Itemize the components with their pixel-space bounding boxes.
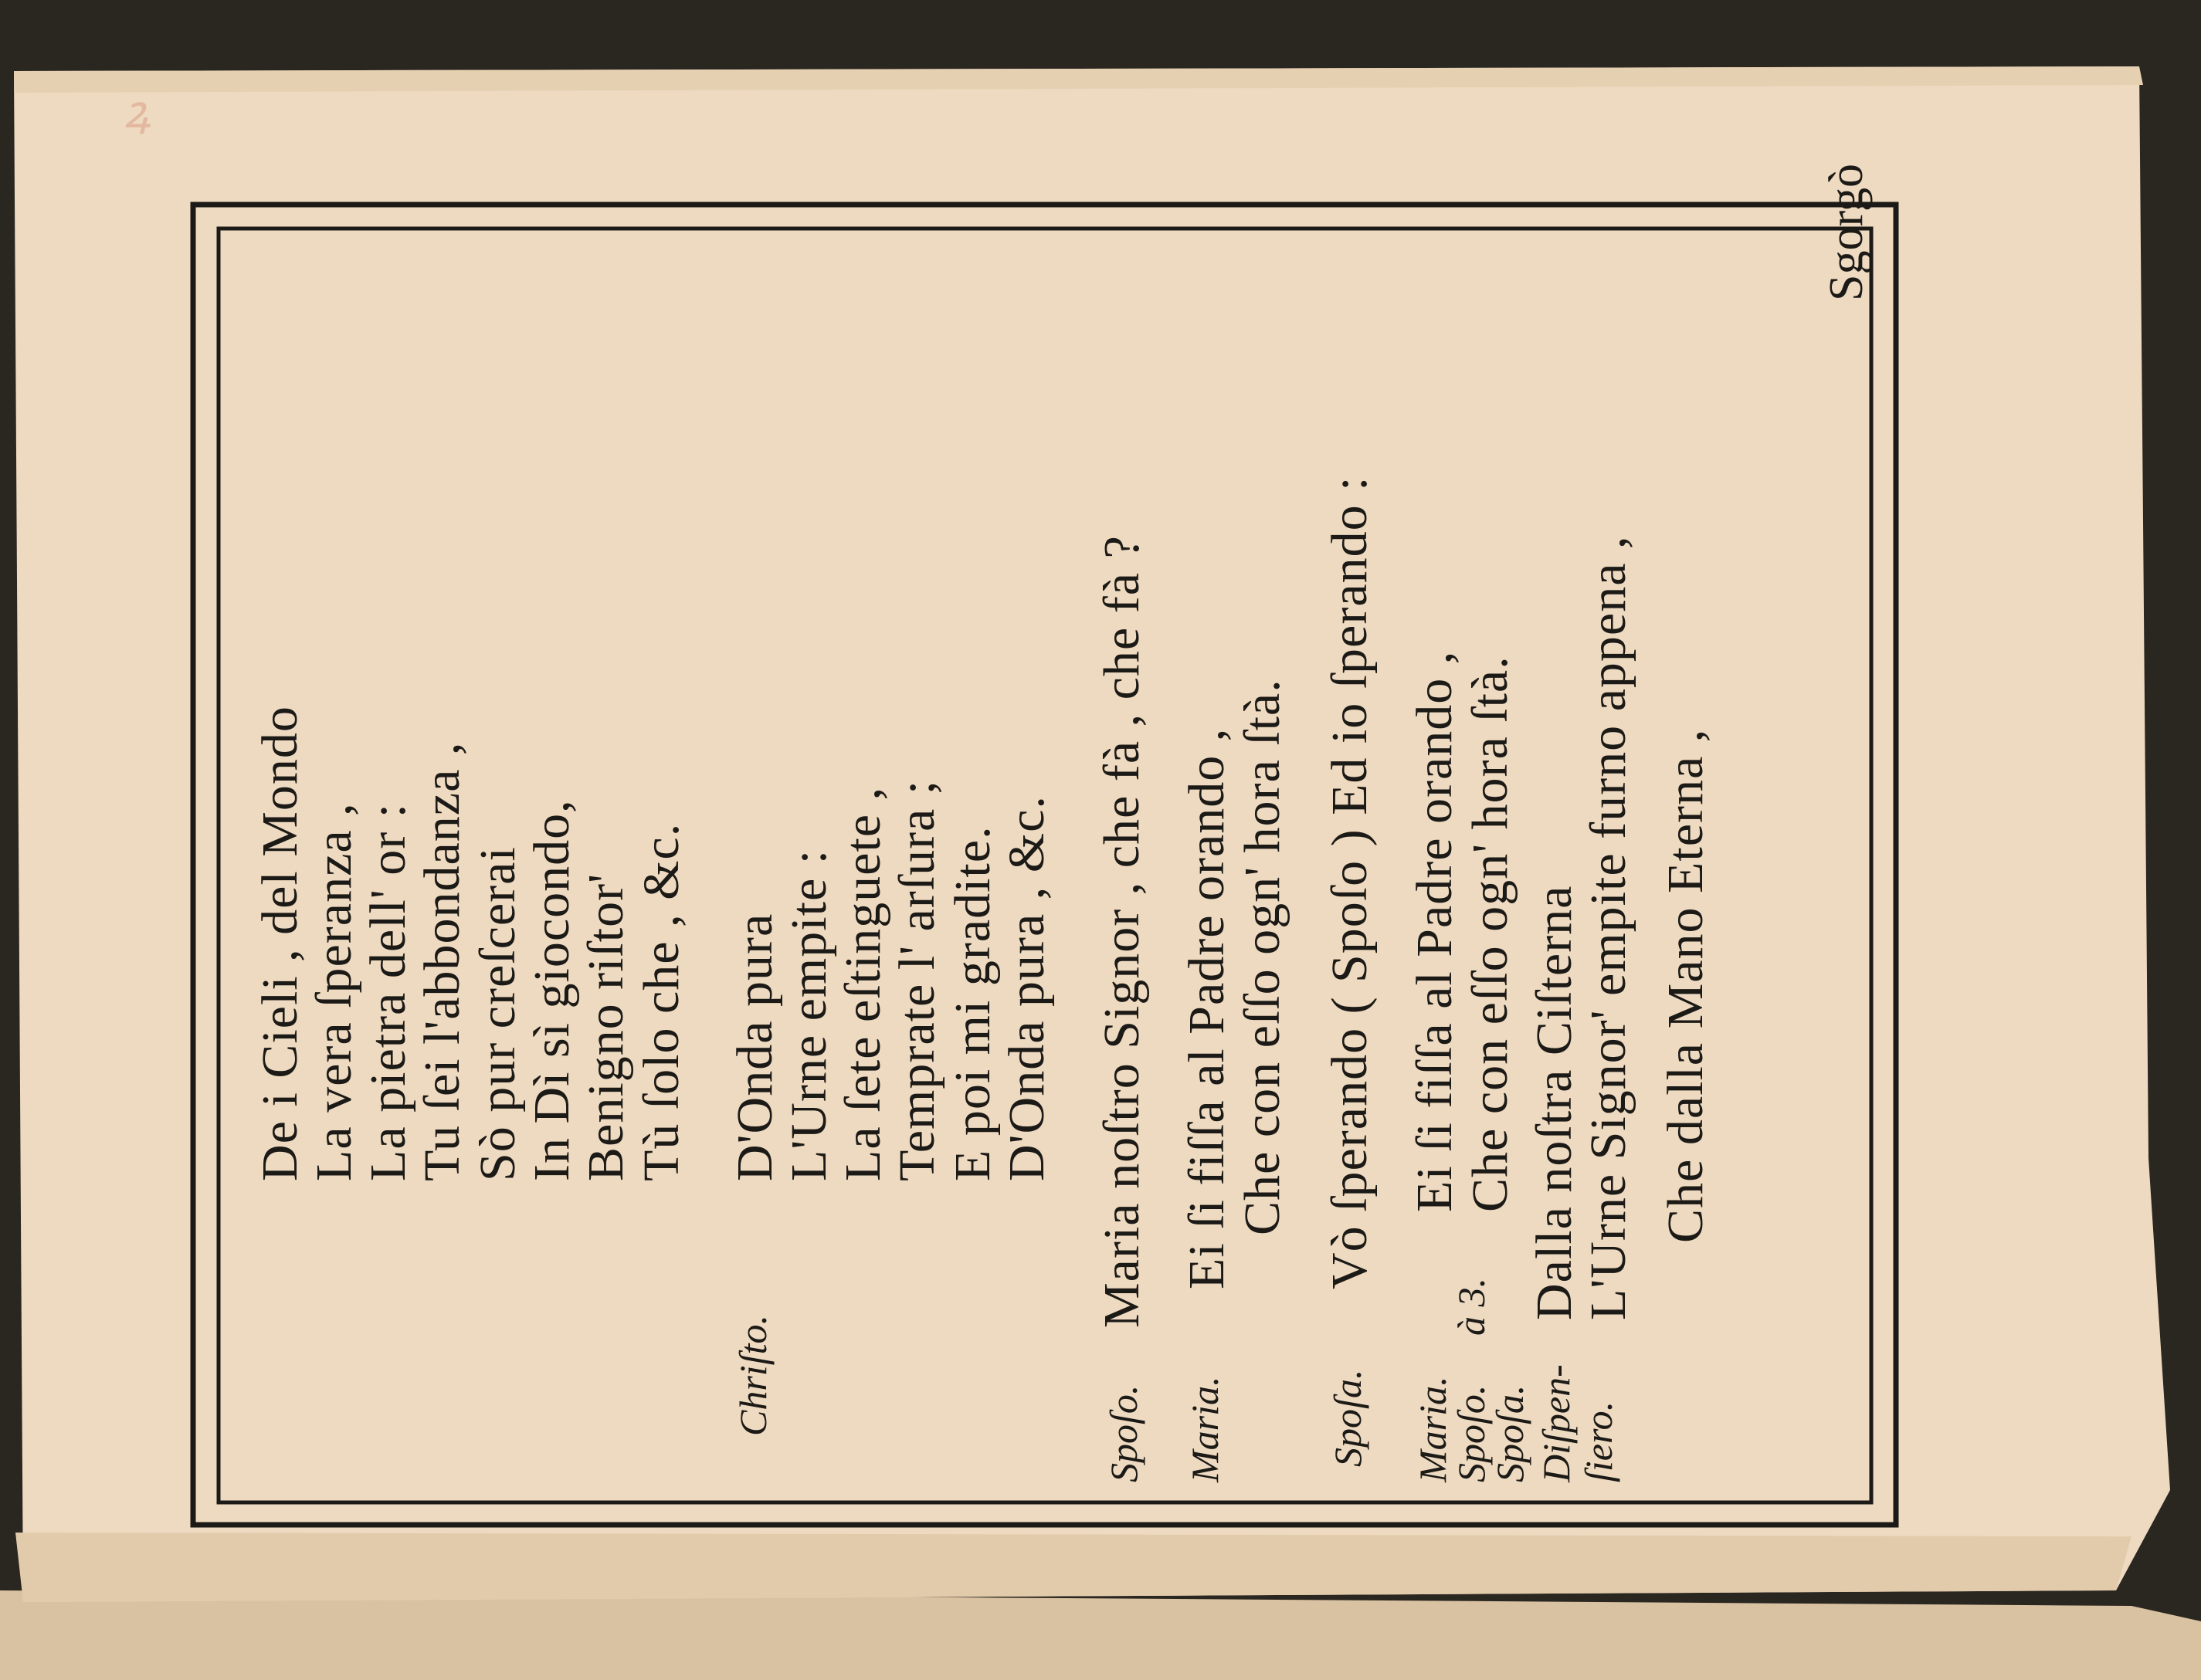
verse-line: Dalla noſtra Ciſterna bbox=[1526, 885, 1582, 1320]
verse-line: Ei ſi fiſſa al Padre orando , bbox=[1406, 650, 1463, 1212]
verse-line: Tù ſolo che , &c. bbox=[633, 822, 690, 1181]
verse-line: La pietra dell' or : bbox=[360, 802, 416, 1181]
speaker-dispensiero: ſiero. bbox=[1577, 1401, 1620, 1482]
verse-line: L'Urne empite : bbox=[781, 848, 837, 1181]
verse-line: D'Onda pura bbox=[727, 913, 783, 1181]
verse-line: La vera ſperanza , bbox=[306, 802, 362, 1181]
verse-line: Temprate l' arſura ; bbox=[889, 779, 945, 1181]
verse-line: Che con eſſo ogn' hora ſtà. bbox=[1462, 655, 1518, 1212]
verse-line: L'Urne Signor' empite furno appena , bbox=[1580, 535, 1636, 1320]
a-tre-marker: à 3. bbox=[1450, 1278, 1493, 1336]
verse-line: Maria noſtro Signor , che fà , che fà ? bbox=[1094, 535, 1150, 1328]
speaker-maria: Maria. bbox=[1183, 1376, 1226, 1482]
verse-line: Che dalla Mano Eterna , bbox=[1657, 728, 1714, 1243]
verse-line: Ei ſi fiſſa al Padre orando , bbox=[1179, 727, 1235, 1289]
verse-line: E poi mi gradite. bbox=[944, 825, 1001, 1181]
speaker-sposo: Spoſo. bbox=[1450, 1384, 1493, 1482]
speaker-sposo: Spoſo. bbox=[1102, 1384, 1145, 1482]
speaker-sposa: Spoſa. bbox=[1326, 1369, 1369, 1467]
speaker-sposa: Spoſa. bbox=[1488, 1384, 1531, 1482]
speaker-dispensiero: Diſpen- bbox=[1535, 1364, 1578, 1482]
verse-line: Che con eſſo ogn' hora ſtà. bbox=[1234, 679, 1290, 1235]
verse-line: Tu ſei l'abbondanza , bbox=[414, 741, 470, 1181]
verse-line: Sò pur creſcerai bbox=[470, 846, 526, 1181]
catchword: Sgorgò bbox=[1820, 163, 1873, 301]
verse-line: Vò ſperando ( Spoſo ) Ed io ſperando : bbox=[1321, 476, 1378, 1289]
speaker-christo: Chriſto. bbox=[731, 1315, 775, 1436]
speaker-maria: Maria. bbox=[1411, 1376, 1454, 1482]
verse-line: Benigno riſtor' bbox=[578, 872, 634, 1181]
verse-line: In Dì sì giocondo, bbox=[524, 799, 580, 1181]
page-text bbox=[224, 100, 1946, 1567]
pencil-mark: ꝝ bbox=[124, 85, 151, 139]
verse-line: D'Onda pura , &c. bbox=[999, 795, 1055, 1181]
verse-line: La ſete eſtinguete , bbox=[835, 786, 891, 1181]
verse-line: De i Cieli , del Mondo bbox=[252, 706, 308, 1181]
